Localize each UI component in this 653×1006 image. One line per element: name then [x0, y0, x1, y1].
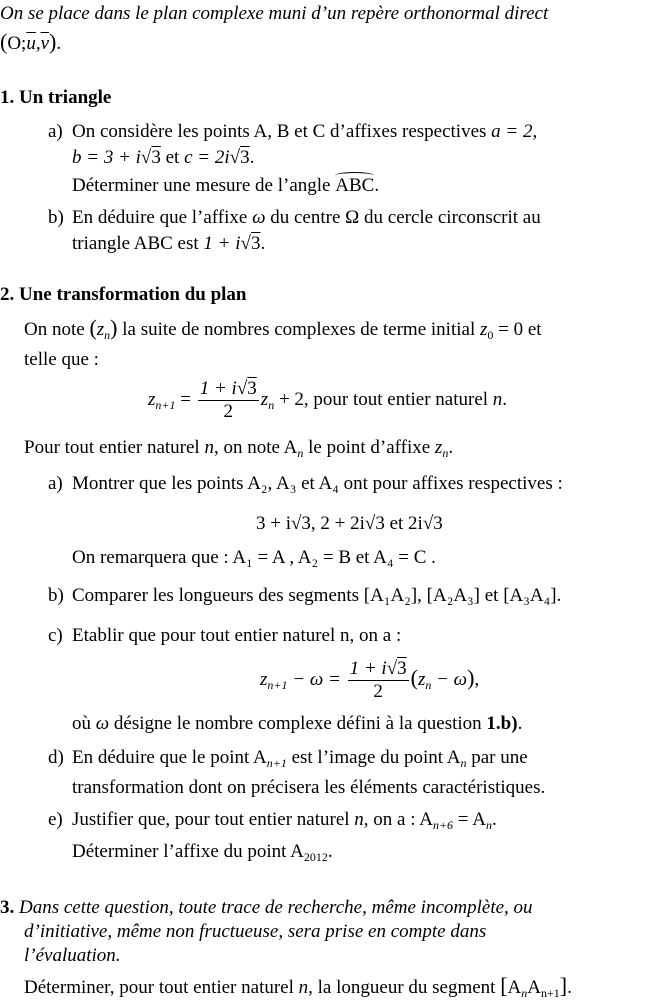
s2-intro-line2: telle que :: [24, 349, 99, 370]
s2e-line1: Justifier que, pour tout entier naturel n, on a : $A_{n+6} = A_n$.: [72, 809, 497, 832]
section-1-heading: 1. Un triangle: [0, 87, 112, 108]
s2d-line2: transformation dont on précisera les éléments caractéristiques.: [72, 777, 546, 798]
s1a-label: a): [48, 121, 63, 142]
omega-equation: $z_{n+1} - \omega$ = $\frac{1 + i√3}{2}$ $(z_n - \omega)$,: [260, 658, 480, 702]
vector-v: $\overline{v}$: [40, 33, 50, 54]
s2-intro-line1: On note $(z_n)$ la suite de nombres complexes de terme initial $z_0 = 0$ et: [24, 315, 542, 342]
recurrence-equation: $z_{n+1}$ = $\frac{1 + i√3}{2}$ $z_n + 2$, pour tout entier naturel n.: [148, 378, 508, 422]
vector-u: $\overline{u}$: [26, 33, 36, 54]
intro-frame: $(O;\overline{u},\overline{v})$.: [0, 29, 62, 54]
s1b-line2: triangle ABC est 1 + i√3.: [72, 233, 266, 254]
s1a-line3: Déterminer une mesure de l’angle ABC.: [72, 175, 380, 196]
s1a-line2: b = 3 + i√3 et c = 2i√3.: [72, 147, 255, 168]
section-3-line3: l’évaluation.: [24, 945, 121, 966]
s1a-line1: On considère les points A, B et C d’affixes respectives a = 2,: [72, 121, 538, 142]
s2e-line2: Déterminer l’affixe du point $A_{2012}$.: [72, 841, 333, 864]
s2a-values: 3 + i√3, 2 + 2i√3 et 2i√3: [256, 513, 443, 534]
frame-origin: O;: [7, 33, 27, 54]
s2c-label: c): [48, 625, 63, 646]
section-3-line1: 3. Dans cette question, toute trace de recherche, même incomplète, ou: [0, 897, 533, 918]
intro-line: On se place dans le plan complexe muni d’un repère orthonormal direct: [0, 3, 549, 24]
s1b-line1: En déduire que l’affixe ω du centre Ω du cercle circonscrit au: [72, 207, 541, 228]
s2b-text: Comparer les longueurs des segments [A₁A₂], [A₂A₃] et [A₃A₄].: [72, 585, 562, 606]
section-2-heading: 2. Une transformation du plan: [0, 284, 247, 305]
s2d-line1: En déduire que le point $A_{n+1}$ est l’image du point $A_n$ par une: [72, 747, 528, 770]
section-3-question: Déterminer, pour tout entier naturel n, la longueur du segment $[A_nA_{n+1}]$.: [24, 973, 572, 1000]
s2a-remark: On remarquera que : A₁ = A , A₂ = B et A₄ = C .: [72, 547, 436, 568]
s2a-text: Montrer que les points A₂, A₃ et A₄ ont pour affixes respectives :: [72, 473, 563, 494]
s2c-note: où ω désigne le nombre complexe défini à la question 1.b).: [72, 713, 523, 734]
s2e-label: e): [48, 809, 63, 830]
s2c-text: Etablir que pour tout entier naturel n, on a :: [72, 625, 402, 646]
s1b-label: b): [48, 207, 64, 228]
angle-abc: ABC: [335, 175, 375, 196]
s2d-label: d): [48, 747, 64, 768]
s2-intro-line3: Pour tout entier naturel n, on note $A_n$ le point d’affixe $z_n$.: [24, 437, 454, 460]
s2b-label: b): [48, 585, 64, 606]
s2a-label: a): [48, 473, 63, 494]
section-3-line2: d’initiative, même non fructueuse, sera prise en compte dans: [24, 921, 487, 942]
